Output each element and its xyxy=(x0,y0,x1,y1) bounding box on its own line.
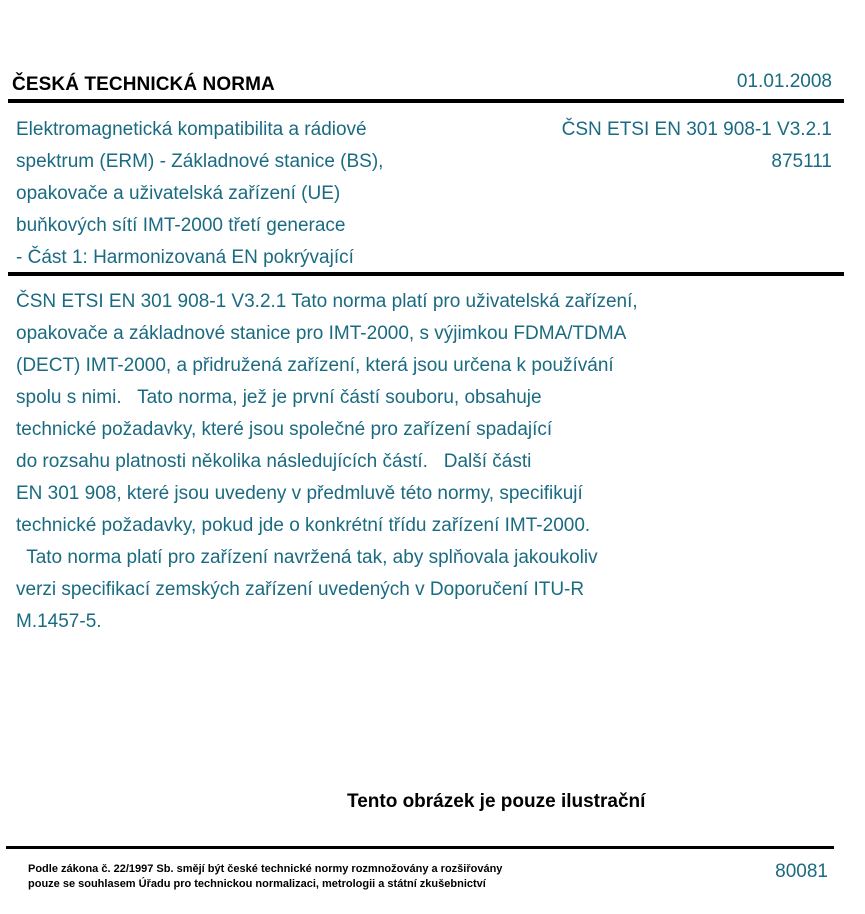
page-header-title: ČESKÁ TECHNICKÁ NORMA xyxy=(12,74,275,95)
document-title xyxy=(16,114,456,274)
top-divider xyxy=(8,99,844,103)
middle-divider xyxy=(8,272,844,276)
abstract-line: M.1457-5. xyxy=(16,611,102,632)
abstract-line: do rozsahu platnosti několika následujících částí. Další části xyxy=(16,451,532,472)
document-title-line: spektrum (ERM) - Základnové stanice (BS), xyxy=(16,151,384,172)
abstract-line: (DECT) IMT-2000, a přidružená zařízení, která jsou určena k používání xyxy=(16,355,614,376)
standard-code: ČSN ETSI EN 301 908-1 V3.2.1 xyxy=(561,119,832,140)
document-title-line: buňkových sítí IMT-2000 třetí generace xyxy=(16,215,346,236)
illustration-disclaimer: Tento obrázek je pouze ilustrační xyxy=(347,791,646,812)
abstract-line: technické požadavky, které jsou společné pro zařízení spadající xyxy=(16,419,553,440)
copyright-notice-line: pouze se souhlasem Úřadu pro technickou normalizaci, metrologii a státní zkušebnictví xyxy=(28,878,486,890)
abstract-text xyxy=(16,286,776,638)
copyright-notice-line: Podle zákona č. 22/1997 Sb. smějí být české technické normy rozmnožovány a rozšiřovány xyxy=(28,863,503,875)
abstract-line: Tato norma platí pro zařízení navržená tak, aby splňovala jakoukoliv xyxy=(16,547,598,568)
abstract-line: spolu s nimi. Tato norma, jež je první částí souboru, obsahuje xyxy=(16,387,542,408)
abstract-line: EN 301 908, které jsou uvedeny v předmluvě této normy, specifikují xyxy=(16,483,583,504)
copyright-notice xyxy=(28,862,502,892)
abstract-line: verzi specifikací zemských zařízení uvedených v Doporučení ITU-R xyxy=(16,579,585,600)
abstract-line: opakovače a základnové stanice pro IMT-2000, s výjimkou FDMA/TDMA xyxy=(16,323,627,344)
publication-date: 01.01.2008 xyxy=(736,71,832,92)
catalog-number: 875111 xyxy=(771,151,832,172)
document-title-line: Elektromagnetická kompatibilita a rádiové xyxy=(16,119,367,140)
abstract-line: technické požadavky, pokud jde o konkrétní třídu zařízení IMT-2000. xyxy=(16,515,591,536)
bottom-divider xyxy=(6,846,834,849)
abstract-line: ČSN ETSI EN 301 908-1 V3.2.1 Tato norma platí pro uživatelská zařízení, xyxy=(16,291,638,312)
footer-number: 80081 xyxy=(775,861,828,882)
document-title-line: - Část 1: Harmonizovaná EN pokrývající xyxy=(16,247,354,268)
standard-identifiers xyxy=(562,114,832,178)
document-title-line: opakovače a uživatelská zařízení (UE) xyxy=(16,183,341,204)
